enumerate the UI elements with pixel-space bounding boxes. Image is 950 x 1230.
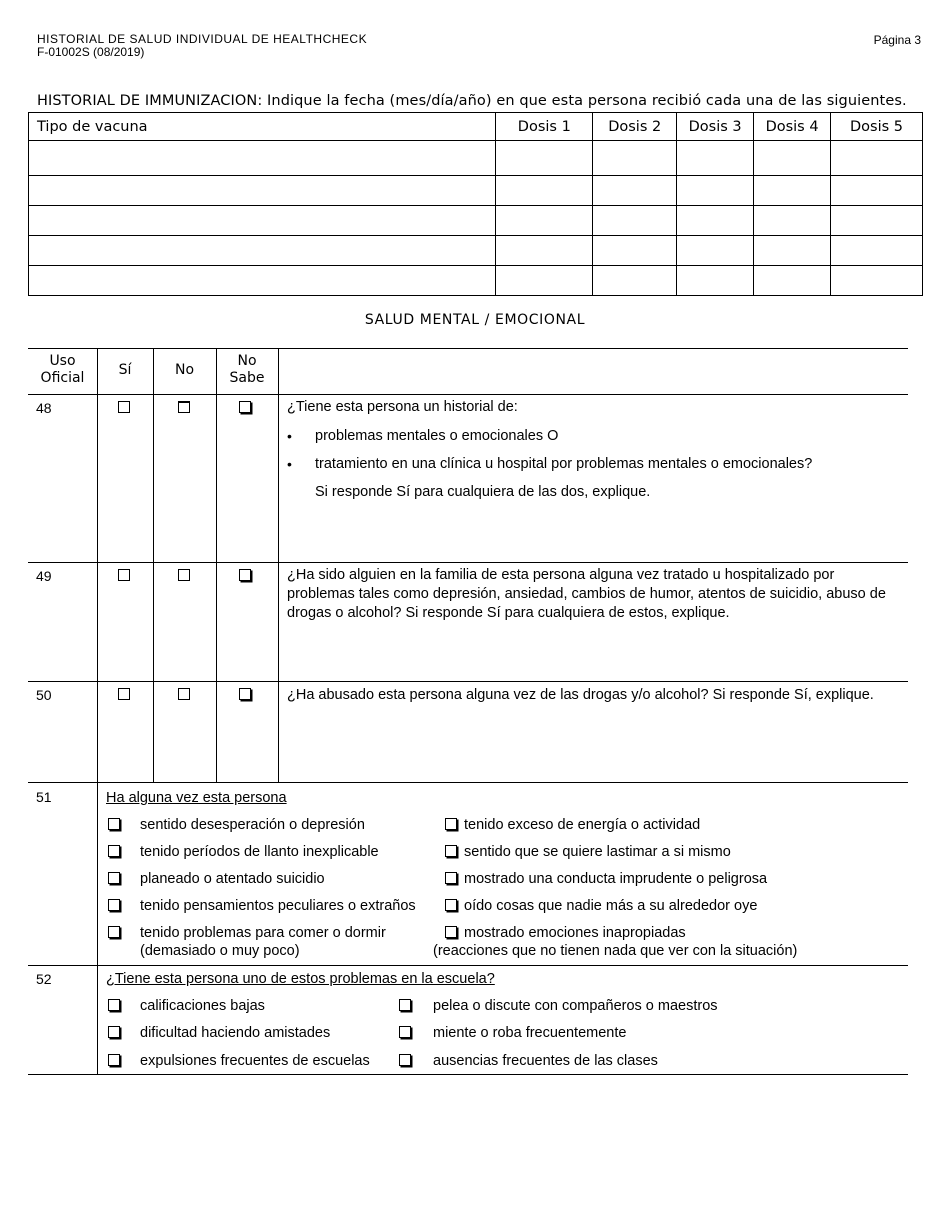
vaccine-type-field[interactable] [29,176,496,206]
option-label: oído cosas que nadie más a su alrededor oye [464,898,758,914]
dose-field[interactable] [593,141,677,176]
question-bullet: tratamiento en una clínica u hospital por problemas mentales o emocionales? [315,456,813,472]
col-dont-know-line1: No [237,353,257,369]
col-official-use [28,353,97,387]
question-number: 52 [36,971,52,987]
option-checkbox[interactable] [108,818,120,830]
question-number: 48 [36,400,52,416]
option-checkbox[interactable] [108,1054,120,1066]
rule [153,348,154,782]
option-checkbox[interactable] [445,899,457,911]
dose-field[interactable] [754,236,831,266]
option-label: ausencias frecuentes de las clases [433,1053,658,1069]
dose-field[interactable] [754,206,831,236]
question-text: ¿Ha sido alguien en la familia de esta persona alguna vez tratado u hospitalizado por problemas tales como depresión, ansiedad, cambios de humor, atentos de suicidio, abuso de drogas o alcohol? Si responde Sí para cualquiera de estos, explique. [287,567,886,621]
yes-checkbox[interactable] [118,569,130,581]
yes-checkbox[interactable] [118,688,130,700]
bullet-icon: • [287,456,292,472]
no-checkbox[interactable] [178,401,190,413]
option-label: mostrado emociones inapropiadas [464,925,686,941]
bullet-icon: • [287,428,292,444]
vaccine-type-field[interactable] [29,236,496,266]
no-checkbox[interactable] [178,688,190,700]
dose-field[interactable] [831,266,923,296]
dose-field[interactable] [496,266,593,296]
question-number: 49 [36,568,52,584]
table-row [29,236,923,266]
question-text: ¿Ha abusado esta persona alguna vez de las drogas y/o alcohol? Si responde Sí, explique. [287,687,874,703]
dose-field[interactable] [831,206,923,236]
option-label: expulsiones frecuentes de escuelas [140,1053,370,1069]
option-checkbox[interactable] [108,999,120,1011]
option-checkbox[interactable] [399,1026,411,1038]
dose-field[interactable] [754,141,831,176]
dose-field[interactable] [831,236,923,266]
option-label-note: (demasiado o muy poco) [140,943,300,959]
rule [28,681,908,682]
col-no: No [174,362,195,378]
option-checkbox[interactable] [108,845,120,857]
option-checkbox[interactable] [108,1026,120,1038]
option-checkbox[interactable] [445,845,457,857]
no-checkbox[interactable] [178,569,190,581]
dose-field[interactable] [593,176,677,206]
dont-know-checkbox[interactable] [239,569,251,581]
option-checkbox[interactable] [399,999,411,1011]
question-bullet: problemas mentales o emocionales O [315,428,559,444]
col-official-line1: Uso [49,353,76,369]
option-label: tenido períodos de llanto inexplicable [140,844,379,860]
dose-field[interactable] [831,141,923,176]
form-title: HISTORIAL DE SALUD INDIVIDUAL DE HEALTHCHECK [37,32,368,46]
immunization-title: HISTORIAL DE IMMUNIZACION: Indique la fecha (mes/día/año) en que esta persona recibió cada una de las siguientes. [37,93,907,109]
table-row [29,141,923,176]
col-dose-3: Dosis 3 [677,113,754,141]
rule [28,348,908,349]
dose-field[interactable] [593,206,677,236]
option-label: calificaciones bajas [140,998,265,1014]
option-label: pelea o discute con compañeros o maestros [433,998,718,1014]
option-checkbox[interactable] [399,1054,411,1066]
rule [97,348,98,1074]
dose-field[interactable] [496,141,593,176]
page-number: Página 3 [873,33,921,47]
question-number: 51 [36,789,52,805]
option-label: tenido exceso de energía o actividad [464,817,701,833]
option-label: tenido problemas para comer o dormir [140,925,386,941]
col-yes: Sí [118,362,132,378]
vaccine-type-field[interactable] [29,206,496,236]
dose-field[interactable] [677,236,754,266]
dose-field[interactable] [677,206,754,236]
dose-field[interactable] [754,176,831,206]
dose-field[interactable] [677,266,754,296]
option-label: sentido desesperación o depresión [140,817,365,833]
table-row [29,176,923,206]
form-number: F-01002S (08/2019) [37,45,145,59]
col-dose-2: Dosis 2 [593,113,677,141]
vaccine-type-field[interactable] [29,141,496,176]
option-label: miente o roba frecuentemente [433,1025,627,1041]
dont-know-checkbox[interactable] [239,401,251,413]
rule [216,348,217,782]
rule [28,1074,908,1075]
rule [278,348,279,782]
col-dose-1: Dosis 1 [496,113,593,141]
dose-field[interactable] [496,206,593,236]
col-dose-4: Dosis 4 [754,113,831,141]
question-text: Ha alguna vez esta persona [106,790,287,806]
dose-field[interactable] [754,266,831,296]
col-dose-5: Dosis 5 [831,113,923,141]
option-checkbox[interactable] [108,926,120,938]
option-label: sentido que se quiere lastimar a si mismo [464,844,731,860]
rule [28,394,908,395]
option-label-note: (reacciones que no tienen nada que ver con la situación) [433,943,798,959]
option-checkbox[interactable] [445,872,457,884]
option-checkbox[interactable] [445,926,457,938]
option-checkbox[interactable] [108,872,120,884]
immunization-header-row [29,113,923,141]
option-label: planeado o atentado suicidio [140,871,325,887]
question-note: Si responde Sí para cualquiera de las dos, explique. [315,484,651,500]
section-title: SALUD MENTAL / EMOCIONAL [364,312,586,328]
dose-field[interactable] [593,266,677,296]
vaccine-type-field[interactable] [29,266,496,296]
option-checkbox[interactable] [445,818,457,830]
question-number: 50 [36,687,52,703]
col-official-line2: Oficial [40,370,85,386]
col-dont-know-line2: Sabe [229,370,265,386]
immunization-table [28,112,923,296]
col-vaccine-type: Tipo de vacuna [29,113,496,141]
form-header [37,33,367,59]
yes-checkbox[interactable] [118,401,130,413]
option-label: mostrado una conducta imprudente o peligrosa [464,871,768,887]
option-label: dificultad haciendo amistades [140,1025,331,1041]
dose-field[interactable] [496,176,593,206]
dose-field[interactable] [831,176,923,206]
question-text: ¿Tiene esta persona uno de estos problemas en la escuela? [106,971,495,987]
option-label: tenido pensamientos peculiares o extraños [140,898,416,914]
dont-know-checkbox[interactable] [239,688,251,700]
rule [28,965,908,966]
option-checkbox[interactable] [108,899,120,911]
dose-field[interactable] [496,236,593,266]
dose-field[interactable] [677,176,754,206]
rule [28,562,908,563]
dose-field[interactable] [593,236,677,266]
rule [28,782,908,783]
table-row [29,206,923,236]
question-text: ¿Tiene esta persona un historial de: [287,399,518,415]
col-dont-know [216,353,278,387]
table-row [29,266,923,296]
dose-field[interactable] [677,141,754,176]
